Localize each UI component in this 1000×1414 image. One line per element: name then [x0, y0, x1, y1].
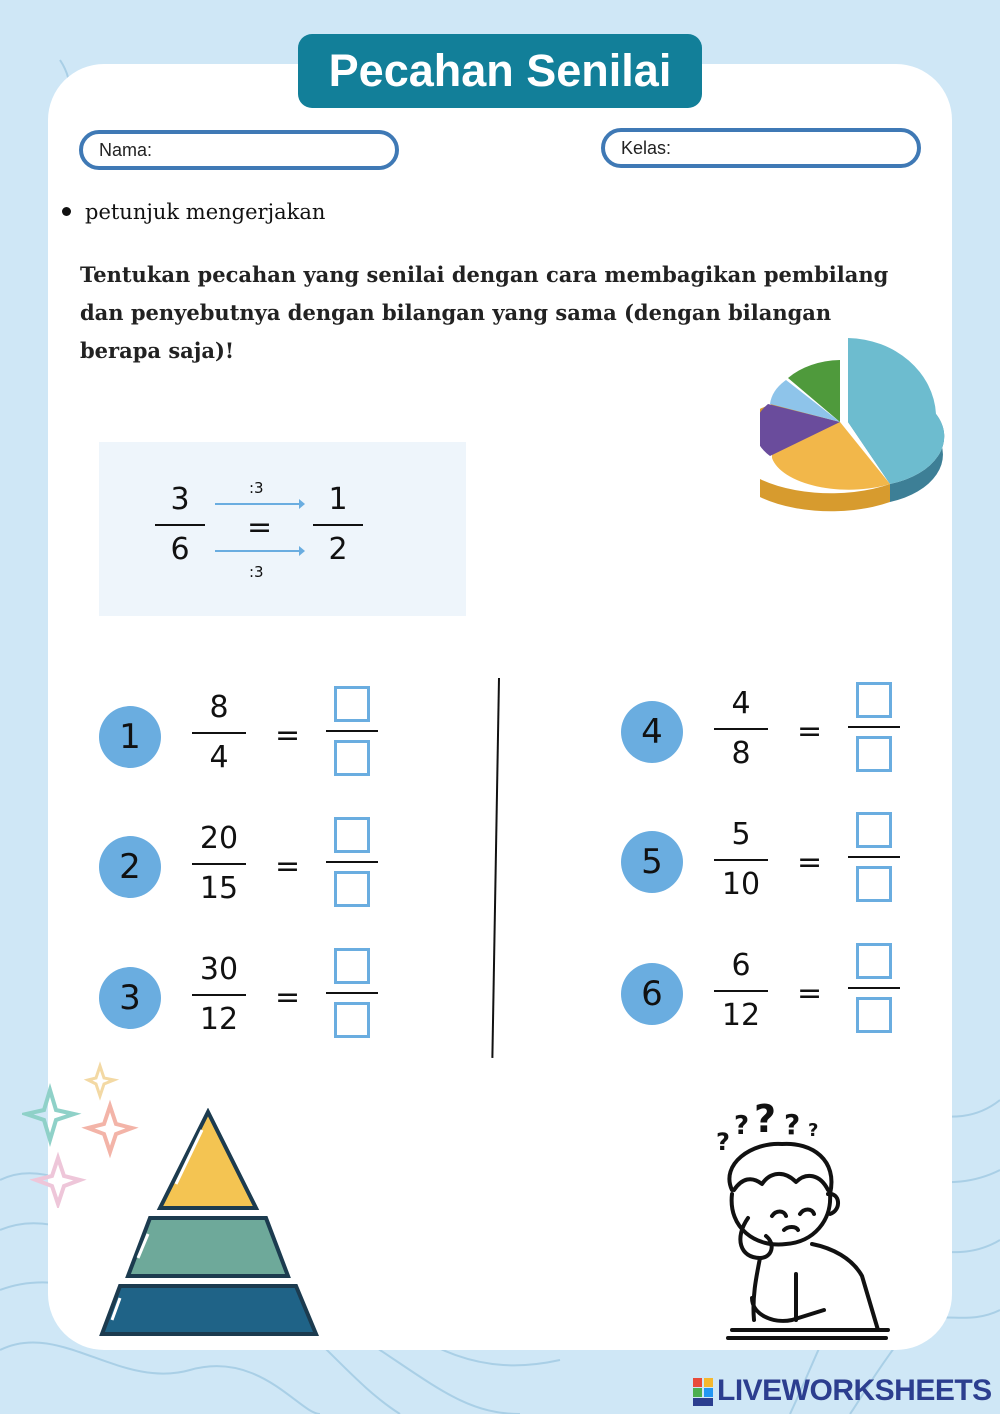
question-2-number: 2: [99, 836, 161, 898]
question-3-denominator: 12: [199, 1002, 239, 1037]
question-5-answer: [848, 812, 900, 902]
answer-numerator-box[interactable]: [334, 686, 370, 722]
fraction-bar: [848, 726, 900, 728]
fraction-bar: [848, 856, 900, 858]
answer-denominator-box[interactable]: [334, 871, 370, 907]
fraction-bar: [155, 524, 205, 526]
question-1-fraction: [192, 690, 246, 776]
example-left-fraction: [155, 482, 205, 568]
answer-numerator-box[interactable]: [856, 682, 892, 718]
question-4-equals: =: [797, 714, 823, 749]
question-4-fraction: [714, 686, 768, 772]
example-left-denominator: 6: [170, 532, 190, 567]
example-equals: =: [247, 510, 273, 545]
fraction-bar: [326, 992, 378, 994]
question-4-answer: [848, 682, 900, 772]
answer-numerator-box[interactable]: [856, 943, 892, 979]
arrow-right-icon: [215, 545, 305, 557]
answer-numerator-box[interactable]: [334, 817, 370, 853]
question-4-denominator: 8: [731, 736, 751, 771]
operator-bottom-label: :3: [249, 563, 264, 581]
svg-text:?: ?: [754, 1098, 777, 1141]
question-5-equals: =: [797, 845, 823, 880]
answer-denominator-box[interactable]: [334, 1002, 370, 1038]
name-field[interactable]: [79, 130, 399, 170]
question-5-fraction: [714, 817, 768, 903]
svg-text:?: ?: [784, 1108, 801, 1141]
question-2-denominator: 15: [199, 871, 239, 906]
svg-text:?: ?: [716, 1128, 730, 1156]
operator-top-label: :3: [249, 479, 264, 497]
question-1-numerator: 8: [209, 690, 229, 725]
instructions-heading: [62, 200, 325, 224]
example-box: [99, 442, 466, 616]
question-1-denominator: 4: [209, 740, 229, 775]
question-2-answer: [326, 817, 378, 907]
example-left-numerator: 3: [170, 482, 190, 517]
question-2-equals: =: [275, 849, 301, 884]
question-1-number: 1: [99, 706, 161, 768]
question-3-answer: [326, 948, 378, 1038]
answer-denominator-box[interactable]: [334, 740, 370, 776]
question-3-equals: =: [275, 980, 301, 1015]
answer-denominator-box[interactable]: [856, 997, 892, 1033]
question-3-numerator: 30: [199, 952, 239, 987]
fraction-bar: [313, 524, 363, 526]
question-5-number: 5: [621, 831, 683, 893]
question-6-numerator: 6: [731, 948, 751, 983]
example-right-numerator: 1: [328, 482, 348, 517]
liveworksheets-icon: [693, 1378, 713, 1406]
question-1-answer: [326, 686, 378, 776]
fraction-bar: [326, 861, 378, 863]
question-6-number: 6: [621, 963, 683, 1025]
answer-numerator-box[interactable]: [334, 948, 370, 984]
answer-denominator-box[interactable]: [856, 866, 892, 902]
pie-chart-illustration: [760, 334, 945, 514]
pyramid-illustration: [98, 1108, 320, 1340]
question-6-equals: =: [797, 976, 823, 1011]
question-6-answer: [848, 943, 900, 1033]
fraction-bar: [848, 987, 900, 989]
answer-numerator-box[interactable]: [856, 812, 892, 848]
question-6-fraction: [714, 948, 768, 1034]
question-4-numerator: 4: [731, 686, 751, 721]
fraction-bar: [326, 730, 378, 732]
class-field[interactable]: [601, 128, 921, 168]
arrow-right-icon: [215, 498, 305, 510]
page-title: Pecahan Senilai: [298, 34, 702, 108]
fraction-bar: [714, 990, 768, 992]
question-5-denominator: 10: [721, 867, 761, 902]
question-1-equals: =: [275, 718, 301, 753]
confused-boy-illustration: [712, 1098, 892, 1346]
question-6-denominator: 12: [721, 998, 761, 1033]
fraction-bar: [192, 732, 246, 734]
name-label: Nama:: [99, 140, 153, 160]
fraction-bar: [714, 728, 768, 730]
instructions-heading-text: petunjuk mengerjakan: [85, 200, 326, 224]
question-5-numerator: 5: [731, 817, 751, 852]
question-3-fraction: [192, 952, 246, 1038]
answer-denominator-box[interactable]: [856, 736, 892, 772]
class-label: Kelas:: [621, 138, 672, 158]
question-3-number: 3: [99, 967, 161, 1029]
fraction-bar: [714, 859, 768, 861]
question-2-numerator: 20: [199, 821, 239, 856]
brand-logo[interactable]: [693, 1374, 992, 1408]
svg-text:?: ?: [808, 1120, 819, 1141]
fraction-bar: [192, 863, 246, 865]
brand-text: LIVEWORKSHEETS: [717, 1374, 992, 1407]
question-4-number: 4: [621, 701, 683, 763]
instruction-text: Tentukan pecahan yang senilai dengan cara membagikan pembilang dan penyebutnya dengan bilangan yang sama (dengan bilangan berapa saja)!: [80, 262, 889, 363]
question-2-fraction: [192, 821, 246, 907]
example-right-fraction: [313, 482, 363, 568]
example-right-denominator: 2: [328, 532, 348, 567]
bullet-dot: [62, 207, 71, 216]
fraction-bar: [192, 994, 246, 996]
svg-text:?: ?: [734, 1111, 750, 1141]
